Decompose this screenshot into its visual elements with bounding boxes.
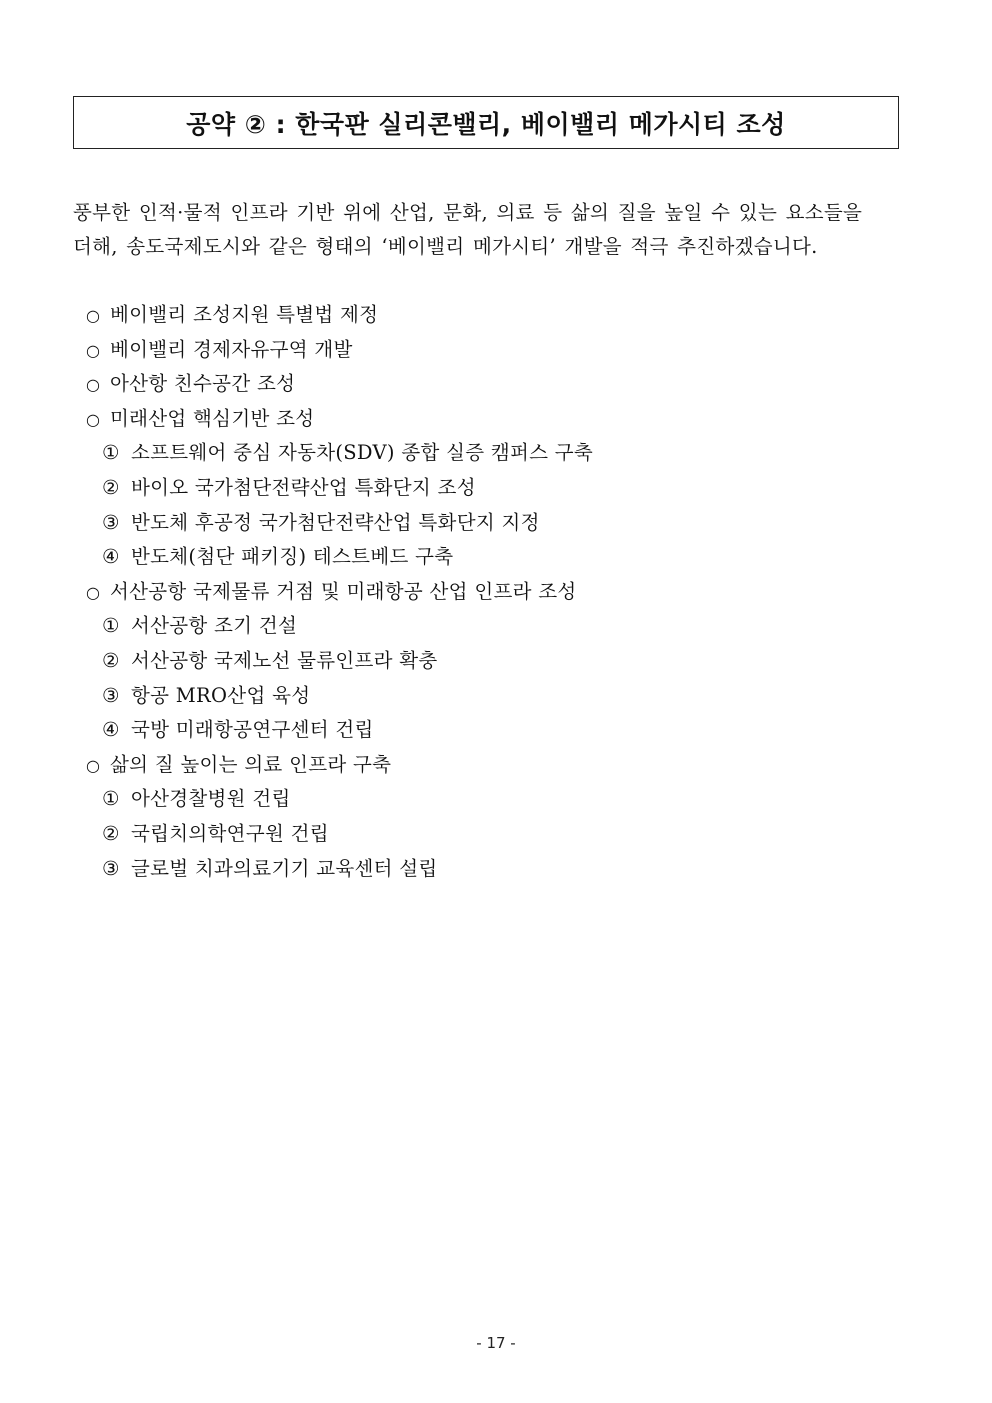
circle-bullet-icon: ○ [86, 340, 101, 360]
list-item-text: 베이밸리 조성지원 특별법 제정 [110, 303, 379, 326]
sub-list-item [86, 540, 906, 575]
list-item-text: 미래산업 핵심기반 조성 [110, 406, 315, 430]
list-item [86, 402, 906, 437]
list-item-text: 반도체(첨단 패키징) 테스트베드 구축 [131, 545, 454, 569]
item-number: ② [102, 475, 120, 499]
item-number: ① [102, 441, 120, 465]
list-item [86, 298, 906, 333]
pledge-title: 공약 ② : 한국판 실리콘밸리, 베이밸리 메가시티 조성 [186, 109, 786, 139]
list-item-text: 아산경찰병원 건립 [131, 787, 291, 811]
intro-line-2: 더해, 송도국제도시와 같은 형태의 ‘베이밸리 메가시티’ 개발을 적극 추진하겠습니다. [73, 235, 818, 258]
list-item-text: 소프트웨어 중심 자동차(SDV) 종합 실증 캠퍼스 구축 [131, 441, 594, 465]
list-item-text: 서산공항 조기 건설 [131, 614, 298, 638]
item-number: ① [102, 787, 120, 811]
list-item-text: 삶의 질 높이는 의료 인프라 구축 [110, 752, 392, 776]
sub-list-item [86, 679, 906, 714]
list-item [86, 333, 906, 368]
sub-list-item [86, 817, 906, 852]
item-number: ① [102, 614, 120, 638]
pledge-item-list [86, 298, 906, 886]
item-number: ② [102, 648, 120, 672]
list-item [86, 367, 906, 402]
sub-list-item [86, 471, 906, 506]
circle-bullet-icon: ○ [86, 306, 101, 325]
item-number: ③ [102, 683, 120, 707]
item-number: ④ [102, 718, 120, 742]
sub-list-item [86, 713, 906, 748]
pledge-title-box [73, 96, 899, 149]
list-item-text: 베이밸리 경제자유구역 개발 [110, 337, 353, 361]
list-item-text: 글로벌 치과의료기기 교육센터 설립 [131, 856, 438, 880]
sub-list-item [86, 644, 906, 679]
list-item [86, 575, 906, 610]
item-number: ③ [102, 856, 120, 880]
list-item-text: 서산공항 국제물류 거점 및 미래항공 산업 인프라 조성 [110, 579, 577, 603]
list-item-text: 반도체 후공정 국가첨단전략산업 특화단지 지정 [131, 510, 540, 534]
list-item-text: 서산공항 국제노선 물류인프라 확충 [131, 648, 438, 672]
intro-paragraph [73, 196, 923, 264]
sub-list-item [86, 782, 906, 817]
list-item-text: 국방 미래항공연구센터 건립 [131, 718, 374, 742]
item-number: ② [102, 821, 120, 845]
list-item [86, 748, 906, 783]
list-item-text: 국립치의학연구원 건립 [131, 821, 329, 845]
circle-bullet-icon: ○ [86, 375, 101, 395]
list-item-text: 바이오 국가첨단전략산업 특화단지 조성 [131, 475, 476, 499]
item-number: ④ [102, 545, 120, 569]
sub-list-item [86, 852, 906, 887]
sub-list-item [86, 436, 906, 471]
intro-line-1: 풍부한 인적·물적 인프라 기반 위에 산업, 문화, 의료 등 삶의 질을 높일 수 있는 요소들을 [73, 201, 863, 224]
circle-bullet-icon: ○ [86, 582, 101, 602]
sub-list-item [86, 506, 906, 541]
circle-bullet-icon: ○ [86, 755, 101, 775]
item-number: ③ [102, 510, 120, 534]
list-item-text: 항공 MRO산업 육성 [131, 683, 311, 707]
list-item-text: 아산항 친수공간 조성 [110, 372, 296, 396]
circle-bullet-icon: ○ [86, 409, 101, 429]
page-number: - 17 - [476, 1334, 516, 1352]
sub-list-item [86, 609, 906, 644]
